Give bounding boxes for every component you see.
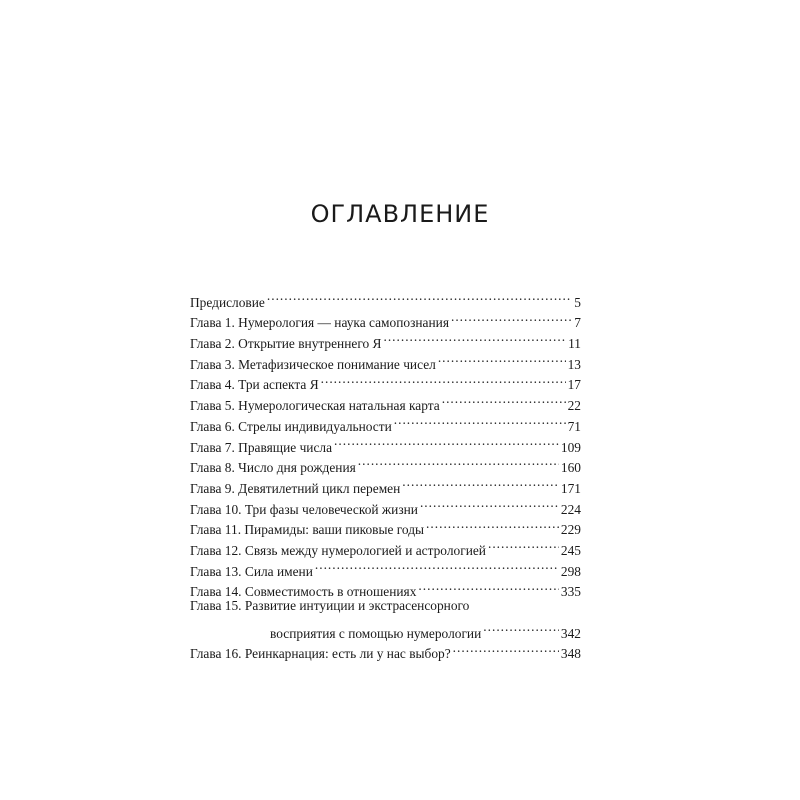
toc-entry-label: Глава 9. Девятилетний цикл перемен [190,480,401,496]
toc-entry-label: Глава 10. Три фазы человеческой жизни [190,501,418,517]
dot-leader [453,638,559,659]
dot-leader [358,452,559,473]
toc-entry-label: Глава 14. Совместимость в отношениях [190,584,417,600]
toc-entry-page: 171 [560,480,581,496]
toc-entry-page: 13 [567,356,581,372]
dot-leader [394,410,566,431]
dot-leader [426,514,559,535]
toc-entry-multiline [190,596,581,641]
toc-entry-page: 224 [560,501,581,517]
toc-entry-label: Глава 2. Открытие внутреннего Я [190,336,382,352]
toc-entry-page: 22 [567,398,581,414]
toc-entry-label: Глава 13. Сила имени [190,563,313,579]
dot-leader [420,493,559,514]
toc-entry-page: 342 [560,625,581,641]
dot-leader [267,286,572,307]
toc-entry-page: 160 [560,460,581,476]
toc-entry-page: 5 [574,294,581,310]
toc-entry-page: 335 [560,584,581,600]
toc-entry-page: 71 [567,418,581,434]
toc-entry-label: Глава 5. Нумерологическая натальная карта [190,398,440,414]
dot-leader [383,327,566,348]
toc-entry-page: 109 [560,439,581,455]
toc-entry-label: Глава 11. Пирамиды: ваши пиковые годы [190,522,425,538]
dot-leader [315,555,559,576]
dot-leader [483,617,559,638]
dot-leader [438,348,566,369]
toc-entry-page: 348 [560,646,581,662]
toc-entry-label: Глава 7. Правящие числа [190,439,333,455]
dot-leader [488,534,559,555]
toc-entry-label-line2: восприятия с помощью нумерологии [270,625,482,641]
toc-entry-page: 11 [568,336,581,352]
toc-entry-page: 17 [567,377,581,393]
dot-leader [418,576,558,597]
toc-entry-label: Предисловие [190,294,265,310]
dot-leader [321,369,566,390]
page-title: ОГЛАВЛЕНИЕ [310,200,490,228]
toc-entry-label-line1: Глава 15. Развитие интуиции и экстрасенсорного [190,598,470,614]
toc-entry [190,286,581,310]
toc-entry-label: Глава 12. Связь между нумерологией и астрологией [190,542,486,558]
toc-entry-page: 245 [560,542,581,558]
toc-entry-page: 7 [574,315,581,331]
toc-entry-label: Глава 4. Три аспекта Я [190,377,319,393]
dot-leader [334,431,559,452]
dot-leader [402,472,559,493]
table-of-contents [190,286,581,662]
toc-entry-label: Глава 8. Число дня рождения [190,460,356,476]
toc-entry-page: 229 [560,522,581,538]
dot-leader [451,307,572,328]
dot-leader [442,389,566,410]
toc-entry-label: Глава 3. Метафизическое понимание чисел [190,356,436,372]
toc-entry-label: Глава 16. Реинкарнация: есть ли у нас выбор? [190,646,451,662]
toc-entry-label: Глава 1. Нумерология — наука самопознания [190,315,449,331]
toc-entry-page: 298 [560,563,581,579]
toc-entry-label: Глава 6. Стрелы индивидуальности [190,418,392,434]
